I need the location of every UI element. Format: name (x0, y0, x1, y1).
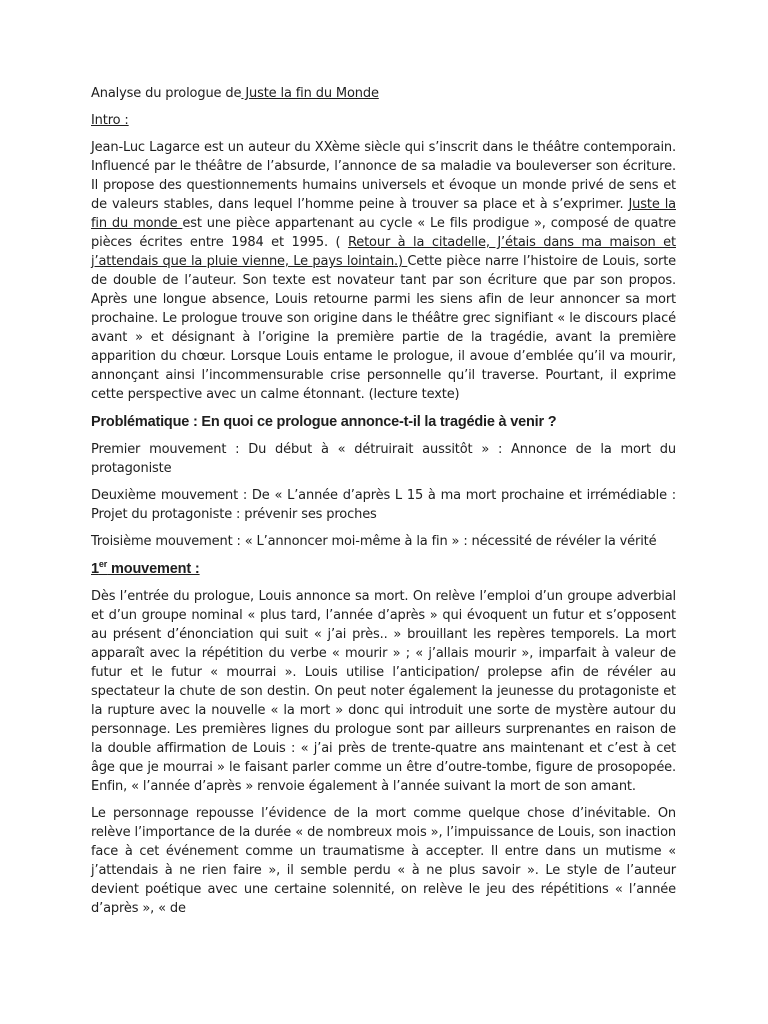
intro-label (91, 111, 676, 130)
intro-label-text: Intro : (91, 113, 129, 128)
intro-paragraph (91, 138, 676, 404)
intro-part-1: Jean-Luc Lagarce est un auteur du XXème siècle qui s’inscrit dans le théâtre contemporain. Influencé par le théâtre de l’absurde, l’annonce de sa maladie va bouleverser son écriture. Il propose des questionnements humains universels et évoque un monde privé de sens et de valeurs stables, dans lequel l’homme peine à trouver sa place et à s’exprimer. (91, 140, 676, 212)
intro-works-list: Retour à la citadelle, J’étais dans ma maison et j’attendais que la pluie vienne, Le pays lointain.) (91, 235, 676, 269)
document-page (91, 84, 676, 926)
section-1-rest: mouvement : (107, 561, 200, 577)
section-1-number: 1 (91, 561, 99, 577)
mouvement-1: Premier mouvement : Du début à « détruirait aussitôt » : Annonce de la mort du protagoniste (91, 442, 676, 476)
intro-part-2: est une pièce appartenant au cycle « Le fils prodigue », composé de quatre pièces écrites entre 1984 et 1995. ( (91, 216, 676, 250)
intro-part-3: Cette pièce narre l’histoire de Louis, sorte de double de l’auteur. Son texte est novateur tant par son écriture que par son propos. Après une longue absence, Louis retourne parmi les siens afin de leur annoncer sa mort prochaine. Le prologue trouve son origine dans le théâtre grec signifiant « le discours placé avant » et désignant à l’origine la première partie de la tragédie, avant la première apparition du chœur. Lorsque Louis entame le prologue, il avoue d’emblée qu’il va mourir, annonçant ainsi l’incommensurable crise personnelle qu’il traverse. Pourtant, il exprime cette perspective avec un calme étonnant. (lecture texte) (91, 254, 677, 402)
problematique-heading: Problématique : En quoi ce prologue annonce-t-il la tragédie à venir ? (91, 414, 557, 430)
title-prefix: Analyse du prologue de (91, 86, 242, 101)
section-1-paragraph-2: Le personnage repousse l’évidence de la mort comme quelque chose d’inévitable. On relève l’importance de la durée « de nombreux mois », l’impuissance de Louis, son inaction face à cet événement comme un traumatisme à accepter. Il entre dans un mutisme « j’attendais à ne rien faire », il semble perdu « à ne plus savoir ». Le style de l’auteur devient poétique avec une certaine solennité, on relève le jeu des répétitions « l’année d’après », « de (91, 806, 676, 916)
mouvement-2: Deuxième mouvement : De « L’année d’après L 15 à ma mort prochaine et irrémédiable : Projet du protagoniste : prévenir ses proches (91, 488, 676, 522)
section-1-heading (91, 559, 676, 579)
document-title (91, 84, 676, 103)
intro-work-title: Juste la fin du monde (91, 197, 676, 231)
section-1-sup: er (98, 559, 108, 570)
mouvement-3: Troisième mouvement : « L’annoncer moi-même à la fin » : nécessité de révéler la vérité (91, 534, 657, 549)
section-1-paragraph-1: Dès l’entrée du prologue, Louis annonce sa mort. On relève l’emploi d’un groupe adverbial et d’un groupe nominal « plus tard, l’année d’après » qui évoquent un futur et s’opposent au présent d’énonciation qui suit « j’ai près.. » brouillant les repères temporels. La mort apparaît avec la répétition du verbe « mourir » ; « j’allais mourir », imparfait à valeur de futur et le futur « mourrai ». Louis utilise l’anticipation/ prolepse afin de révéler au spectateur la chute de son destin. On peut noter également la jeunesse du protagoniste et la rupture avec la nouvelle « la mort » donc qui introduit une sorte de mystère autour du personnage. Les premières lignes du prologue sont par ailleurs surprenantes en raison de la double affirmation de Louis : « j’ai près de trente-quatre ans maintenant et c’est à cet âge que je mourrai » le faisant parler comme un être d’outre-tombe, figure de prosopopée. Enfin, « l’année d’après » renvoie également à l’année suivant la mort de son amant. (91, 589, 676, 794)
title-work: Juste la fin du Monde (241, 86, 379, 101)
